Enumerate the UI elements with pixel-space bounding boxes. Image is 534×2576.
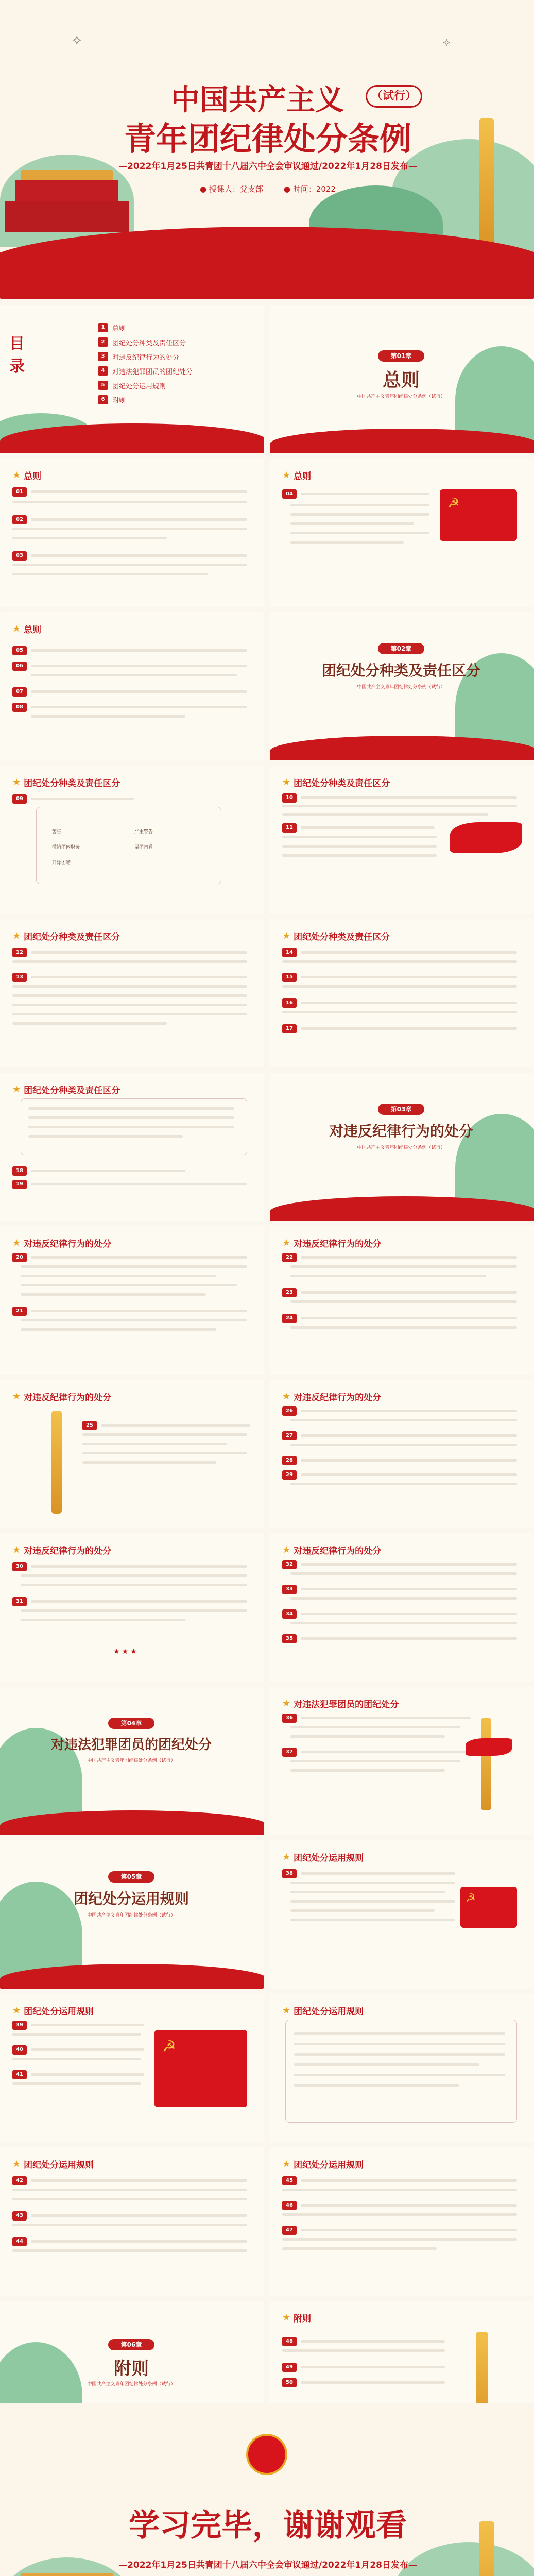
- section-header: ★ 对违法犯罪团员的团纪处分: [282, 1698, 399, 1710]
- chapter-title: 对违法犯罪团员的团纪处分: [50, 1737, 212, 1753]
- cover-title-line1: 中国共产主义: [171, 83, 344, 117]
- cover-meta: [175, 183, 360, 199]
- star-icon: ★: [282, 2159, 291, 2170]
- chapter-title: 团纪处分运用规则: [73, 1890, 189, 1907]
- star-icon: ★: [12, 623, 21, 634]
- penalty-item: 警告: [52, 829, 62, 835]
- star-icon: ★: [282, 1238, 291, 1248]
- toc-slide: [0, 305, 264, 453]
- star-icon: ★: [282, 777, 291, 788]
- star-icon: ★: [12, 1391, 21, 1402]
- content-slide: ★ 总则 05 06 07 08: [0, 612, 264, 760]
- star-icon: ★: [12, 1545, 21, 1555]
- penalty-box: [36, 807, 221, 884]
- section-header: ★ 对违反纪律行为的处分: [12, 1238, 112, 1249]
- trial-badge: （试行）: [366, 85, 422, 108]
- content-slide: [270, 1994, 534, 2142]
- chapter-subtitle: 中国共产主义青年团纪律处分条例（试行）: [87, 1913, 176, 1918]
- chapter-tag: 第06章: [108, 2339, 154, 2350]
- chapter-title: 总则: [382, 370, 420, 391]
- section-header: ★ 团纪处分种类及责任区分: [282, 930, 390, 942]
- content-slide: ★ 团纪处分种类及责任区分 12 13: [0, 919, 264, 1067]
- content-slide: ★ 团纪处分运用规则 39 40 41 ☭: [0, 1994, 264, 2142]
- flag-icon: [450, 822, 522, 853]
- section-header: ★ 团纪处分种类及责任区分: [12, 777, 120, 789]
- chapter-slide: [270, 612, 534, 760]
- content-slide: ★ 对违反纪律行为的处分 20 21: [0, 1226, 264, 1375]
- content-slide: ★ 团纪处分种类及责任区分 14 15 16 17: [270, 919, 534, 1067]
- section-header: ★ 总则: [12, 470, 42, 482]
- chapter-tag: 第03章: [378, 1104, 424, 1115]
- content-slide: ★ 对违反纪律行为的处分 32 33 34 35: [270, 1533, 534, 1682]
- star-icon: ★: [282, 1391, 291, 1402]
- content-slide: ★ 对违法犯罪团员的团纪处分 36 37: [270, 1687, 534, 1835]
- stars-divider: ★★★: [113, 1648, 139, 1656]
- chapter-subtitle: 中国共产主义青年团纪律处分条例（试行）: [87, 2382, 176, 2387]
- chapter-subtitle: 中国共产主义青年团纪律处分条例（试行）: [357, 1145, 445, 1150]
- star-icon: ★: [282, 1852, 291, 1862]
- star-icon: ★: [12, 1238, 21, 1248]
- content-slide: ★ 附则 48 49 50: [270, 2301, 534, 2449]
- star-icon: ★: [12, 1084, 21, 1095]
- content-slide: ★ 对违反纪律行为的处分 26 27 28 29: [270, 1380, 534, 1528]
- huabiao-pillar: [51, 1411, 62, 1514]
- star-icon: ★: [282, 2005, 291, 2016]
- ending-subtitle: —2022年1月25日共青团十八届六中全会审议通过/2022年1月28日发布—: [118, 2560, 417, 2570]
- star-icon: ★: [282, 1545, 291, 1555]
- hammer-sickle-icon: ☭: [162, 2038, 176, 2056]
- chapter-tag: 第05章: [108, 1871, 154, 1883]
- cover-subtitle: —2022年1月25日共青团十八届六中全会审议通过/2022年1月28日发布—: [118, 161, 417, 172]
- star-icon: ★: [282, 930, 291, 941]
- chapter-title: 对违反纪律行为的处分: [329, 1123, 473, 1140]
- section-header: ★ 对违反纪律行为的处分: [282, 1238, 382, 1249]
- crane-icon: ⟡: [443, 36, 451, 49]
- section-header: ★ 团纪处分种类及责任区分: [12, 1084, 120, 1096]
- content-slide: ★ 团纪处分种类及责任区分 10 11: [270, 766, 534, 914]
- content-slide: ★ 团纪处分种类及责任区分 18 19: [0, 1073, 264, 1221]
- section-header: ★ 团纪处分运用规则: [282, 2005, 364, 2017]
- emblem-icon: [246, 2434, 287, 2475]
- star-icon: ★: [12, 2005, 21, 2016]
- star-icon: ★: [12, 930, 21, 941]
- chapter-slide: [0, 1840, 264, 1989]
- content-slide: ★ 对违反纪律行为的处分 22 23 24: [270, 1226, 534, 1375]
- speaker-info: ● 授课人：党支部: [200, 184, 263, 194]
- toc-item[interactable]: 1 总则: [98, 320, 227, 335]
- user-icon: ●: [200, 184, 207, 194]
- hammer-sickle-icon: ☭: [447, 496, 460, 511]
- chapter-subtitle: 中国共产主义青年团纪律处分条例（试行）: [87, 1758, 176, 1764]
- section-header: ★ 团纪处分运用规则: [282, 1852, 364, 1863]
- toc-item[interactable]: 6 附则: [98, 393, 227, 407]
- section-header: ★ 团纪处分运用规则: [12, 2159, 94, 2171]
- content-slide: ★ 总则 04 ☭: [270, 459, 534, 607]
- huabiao-pillar: [481, 1718, 491, 1810]
- crane-icon: ⟡: [72, 31, 82, 48]
- chapter-title: 附则: [114, 2359, 149, 2379]
- star-icon: ★: [12, 2159, 21, 2170]
- toc-item[interactable]: 3 对违反纪律行为的处分: [98, 349, 227, 364]
- chapter-tag: 第04章: [108, 1718, 154, 1729]
- chapter-slide: [270, 1073, 534, 1221]
- text-box: [285, 2020, 517, 2123]
- clock-icon: ●: [283, 184, 290, 194]
- chapter-subtitle: 中国共产主义青年团纪律处分条例（试行）: [357, 685, 445, 690]
- chapter-tag: 第02章: [378, 643, 424, 654]
- section-header: ★ 团纪处分种类及责任区分: [12, 930, 120, 942]
- chapter-slide: [270, 305, 534, 453]
- red-ribbon: [0, 227, 534, 299]
- star-icon: ★: [282, 1698, 291, 1709]
- section-header: ★ 团纪处分运用规则: [282, 2159, 364, 2171]
- content-slide: ★ 对违反纪律行为的处分 30 31 ★★★: [0, 1533, 264, 1682]
- content-slide: ★ 对违反纪律行为的处分 25: [0, 1380, 264, 1528]
- ending-slide: [0, 2403, 534, 2576]
- star-icon: ★: [12, 777, 21, 788]
- penalty-item: 严重警告: [134, 829, 153, 835]
- content-slide: ★ 总则 01 02 03: [0, 459, 264, 607]
- chapter-tag: 第01章: [378, 350, 424, 362]
- tiananmen-gate: [5, 2573, 129, 2576]
- section-header: ★ 对违反纪律行为的处分: [12, 1545, 112, 1556]
- huabiao-pillar: [479, 2521, 494, 2576]
- text-box: [21, 1098, 247, 1155]
- toc-item[interactable]: 2 团纪处分种类及责任区分: [98, 335, 227, 349]
- star-icon: ★: [12, 470, 21, 481]
- chapter-slide: [0, 1687, 264, 1835]
- section-header: ★ 团纪处分运用规则: [12, 2005, 94, 2017]
- section-header: ★ 团纪处分种类及责任区分: [282, 777, 390, 789]
- chapter-title: 团纪处分种类及责任区分: [321, 662, 480, 679]
- toc-item[interactable]: 4 对违法犯罪团员的团纪处分: [98, 364, 227, 378]
- flag-icon: [466, 1738, 512, 1756]
- section-header: ★ 对违反纪律行为的处分: [282, 1391, 382, 1403]
- section-header: ★ 附则: [282, 2312, 312, 2324]
- section-header: ★ 对违反纪律行为的处分: [282, 1545, 382, 1556]
- star-icon: ★: [282, 2312, 291, 2323]
- penalty-item: 留团察看: [134, 845, 153, 850]
- tiananmen-gate: [5, 170, 129, 232]
- section-header: ★ 总则: [282, 470, 312, 482]
- ending-title: 学习完毕，谢谢观看: [129, 2507, 407, 2544]
- toc-list: [98, 320, 227, 407]
- content-slide: ★ 团纪处分运用规则 42 43 44: [0, 2147, 264, 2296]
- section-header: ★ 总则: [12, 623, 42, 635]
- content-slide: ★ 团纪处分种类及责任区分 09 警告 严重警告 撤销团内职务 留团察看 开除团籍: [0, 766, 264, 914]
- section-header: ★ 对违反纪律行为的处分: [12, 1391, 112, 1403]
- cover-title-line2: 青年团纪律处分条例: [124, 120, 411, 158]
- penalty-item: 撤销团内职务: [52, 845, 80, 850]
- huabiao-pillar: [479, 118, 494, 252]
- content-slide: ★ 团纪处分运用规则 45 46 47: [270, 2147, 534, 2296]
- penalty-item: 开除团籍: [52, 860, 71, 866]
- cover-slide: [0, 0, 534, 299]
- chapter-subtitle: 中国共产主义青年团纪律处分条例（试行）: [357, 394, 445, 399]
- content-slide: ★ 团纪处分运用规则 38 ☭: [270, 1840, 534, 1989]
- star-icon: ★: [282, 470, 291, 481]
- time-info: ● 时间：2022: [283, 184, 336, 194]
- toc-item[interactable]: 5 团纪处分运用规则: [98, 378, 227, 393]
- toc-title: 目录: [9, 335, 25, 376]
- hammer-sickle-icon: ☭: [466, 1892, 476, 1905]
